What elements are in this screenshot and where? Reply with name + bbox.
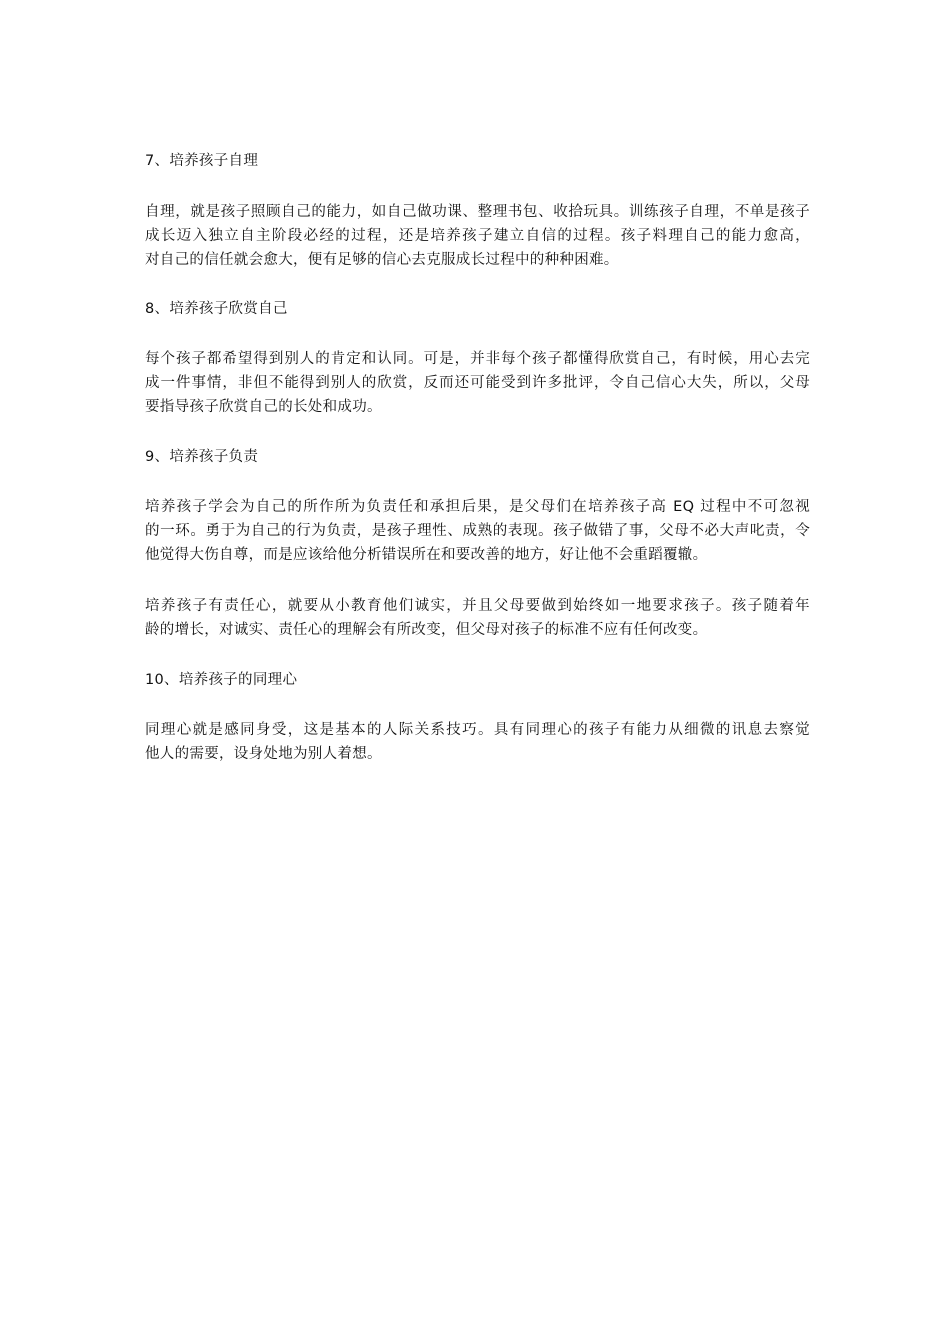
- paragraph-line: 自理，就是孩子照顾自己的能力，如自己做功课、整理书包、收拾玩具。训练孩子自理，不单是孩子: [145, 204, 810, 220]
- paragraph-line: 对自己的信任就会愈大，便有足够的信心去克服成长过程中的种种困难。: [145, 252, 619, 268]
- section-paragraph: [145, 347, 810, 419]
- section-paragraph: [145, 200, 810, 272]
- paragraph-line: 成长迈入独立自主阶段必经的过程，还是培养孩子建立自信的过程。孩子料理自己的能力愈高，: [145, 228, 810, 244]
- paragraph-line: 的一环。勇于为自己的行为负责，是孩子理性、成熟的表现。孩子做错了事，父母不必大声叱责，令: [145, 523, 810, 539]
- section-paragraph: [145, 594, 810, 642]
- paragraph-line: 要指导孩子欣赏自己的长处和成功。: [145, 399, 382, 415]
- paragraph-line: 他人的需要，设身处地为别人着想。: [145, 746, 382, 762]
- paragraph-line: 培养孩子学会为自己的所作所为负责任和承担后果，是父母们在培养孩子高 EQ 过程中不可忽视: [145, 499, 810, 515]
- paragraph-line: 他觉得大伤自尊，而是应该给他分析错误所在和要改善的地方，好让他不会重蹈覆辙。: [145, 547, 708, 563]
- paragraph-line: 培养孩子有责任心，就要从小教育他们诚实，并且父母要做到始终如一地要求孩子。孩子随着年: [145, 598, 810, 614]
- section-paragraph: [145, 718, 810, 766]
- paragraph-line: 龄的增长，对诚实、责任心的理解会有所改变，但父母对孩子的标准不应有任何改变。: [145, 622, 708, 638]
- section-heading: 9、培养孩子负责: [145, 449, 259, 465]
- paragraph-line: 成一件事情，非但不能得到别人的欣赏，反而还可能受到许多批评，令自己信心大失，所以，父母: [145, 375, 810, 391]
- section-heading: 8、培养孩子欣赏自己: [145, 301, 288, 317]
- paragraph-line: 同理心就是感同身受，这是基本的人际关系技巧。具有同理心的孩子有能力从细微的讯息去察觉: [145, 722, 810, 738]
- section-heading: 7、培养孩子自理: [145, 153, 259, 169]
- section-paragraph: [145, 495, 810, 567]
- paragraph-line: 每个孩子都希望得到别人的肯定和认同。可是，并非每个孩子都懂得欣赏自己，有时候，用心去完: [145, 351, 810, 367]
- section-heading: 10、培养孩子的同理心: [145, 672, 298, 688]
